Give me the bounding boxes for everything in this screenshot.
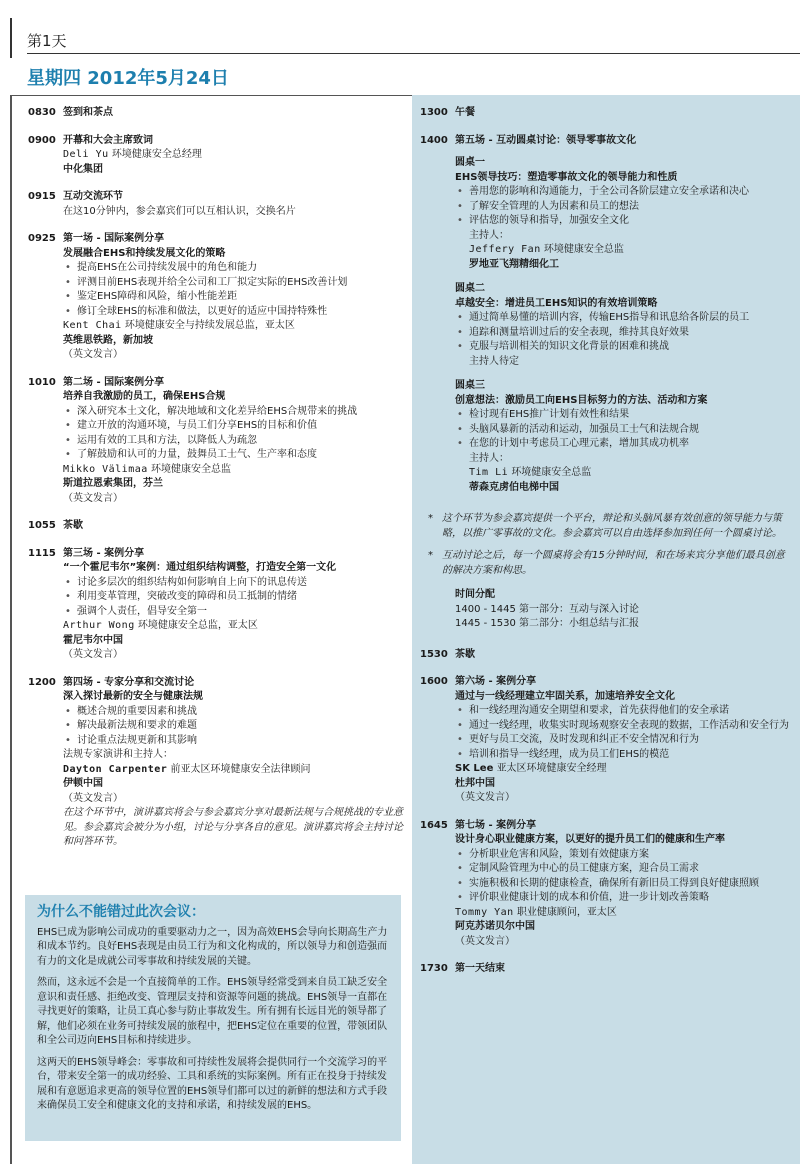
list-item: • 实施积极和长期的健康检查，确保所有新旧员工得到良好健康照顾 [455, 877, 792, 892]
why-attend-title: 为什么不能错过此次会议： [37, 904, 205, 920]
session-notes [420, 512, 792, 632]
time-allocation [420, 588, 792, 632]
list-item: • 善用您的影响和沟通能力，于全公司各阶层建立安全承诺和决心 [455, 185, 792, 200]
speaker-line [469, 243, 792, 258]
session-description: 在这10分钟内，参会嘉宾们可以互相认识，交换名片 [63, 205, 296, 217]
allocation-title: 时间分配 [455, 589, 495, 600]
session-time: 0830 [28, 107, 56, 118]
list-item: • 修订全球EHS的标准和做法，以更好的适应中国持特殊性 [63, 305, 403, 320]
session-time: 1115 [28, 547, 56, 559]
roundtable-subtitle: EHS领导技巧：塑造零事故文化的领导能力和性质 [455, 171, 678, 183]
speaker-name: Tim Li [469, 467, 509, 478]
list-item: • 讨论重点法规更新和其影响 [63, 734, 403, 749]
session-0900 [28, 134, 403, 178]
session-time: 1730 [420, 963, 448, 974]
allocation-item: 1445 - 1530 第二部分：小组总结与汇报 [455, 618, 640, 629]
speaker-name: Dayton Carpenter [63, 763, 168, 775]
language-note: （英文发言） [63, 492, 123, 504]
speaker-line [63, 463, 403, 478]
session-subtitle: 培养自我激励的员工，确保EHS合规 [63, 391, 226, 402]
host-label: 主持人： [469, 229, 509, 241]
session-0925 [28, 232, 403, 363]
list-item: • 建立开放的沟通环境，与员工们分享EHS的目标和价值 [63, 419, 403, 434]
list-item: • 提高EHS在公司持续发展中的角色和能力 [63, 261, 403, 276]
speaker-role: 环境健康安全总经理 [111, 149, 202, 160]
bullet-list [455, 311, 792, 355]
why-paragraph: EHS已成为影响公司成功的重要驱动力之一，因为高效EHS会导向长期高生产力和成本节约。良好EHS表现是由员工行为和文化构成的，所以领导力和创造强而有力的文化是成就公司零事故和持续发展的关键。 [37, 926, 388, 967]
session-0915 [28, 190, 403, 219]
language-note: （英文发言） [63, 792, 123, 804]
roundtable-3 [455, 379, 792, 495]
list-item: • 深入研究本土文化，解决地域和文化差异给EHS合规带来的挑战 [63, 405, 403, 420]
list-item: • 通过一线经理，收集实时现场观察安全表现的数据，工作活动和安全行为 [455, 719, 792, 734]
session-1055 [28, 519, 403, 534]
session-title: 第二场 - 国际案例分享 [63, 376, 165, 388]
session-1645 [420, 819, 792, 950]
speaker-org: 罗地亚飞翔精细化工 [469, 258, 559, 270]
list-item: • 克服与培训相关的知识文化背景的困难和挑战 [455, 340, 792, 355]
speaker-org: 中化集团 [63, 163, 103, 175]
session-subtitle: 设计身心职业健康方案，以更好的提升员工们的健康和生产率 [455, 834, 725, 845]
host-block [455, 452, 792, 496]
session-title: 茶歇 [455, 648, 475, 660]
speaker-name: SK Lee [455, 763, 494, 774]
why-paragraph: 然而，这永远不会是一个直接简单的工作。EHS领导经常受到来自员工缺乏安全意识和责任感、拒绝改变、管理层支持和资源等问题的挑战。EHS领导一直都在寻找更好的策略，让员工真心参与防止事故发生。所有拥有长远目光的领导都了解，他们必须在业务可持续发展的旅程中，把EHS定位在重要的位置，带领团队和全公司迈向EHS目标和持续进步。 [37, 977, 388, 1046]
session-title: 第一场 - 国际案例分享 [63, 233, 165, 244]
session-time: 1300 [420, 107, 448, 118]
list-item: • 分析职业危害和风险，策划有效健康方案 [455, 848, 792, 863]
speaker-role: 环境健康安全总监 [150, 463, 231, 475]
date-heading: 星期四 2012年5月24日 [27, 68, 229, 89]
session-title: 茶歇 [63, 520, 83, 531]
session-subtitle: “一个霍尼韦尔”案例：通过组织结构调整，打造安全第一文化 [63, 562, 337, 573]
list-item: • 运用有效的工具和方法，以降低人为疏忽 [63, 434, 403, 449]
roundtable-name: 圆桌二 [455, 283, 485, 294]
speaker-org: 伊顿中国 [63, 778, 103, 789]
bullet-list [63, 405, 403, 463]
asterisk-icon: * [428, 513, 433, 524]
host-line: 法规专家演讲和主持人： [63, 749, 173, 760]
roundtable-subtitle: 创意想法：激励员工向EHS目标努力的方法、活动和方案 [455, 394, 708, 406]
session-title: 第七场 - 案例分享 [455, 819, 537, 831]
list-item: • 概述合规的重要因素和挑战 [63, 705, 403, 720]
roundtable-2 [455, 282, 792, 369]
roundtable-1 [455, 156, 792, 272]
list-item: • 评测目前EHS表现并给全公司和工厂拟定实际的EHS改善计划 [63, 276, 403, 291]
session-time: 0900 [28, 134, 56, 146]
asterisk-icon: * [428, 550, 433, 561]
session-time: 1010 [28, 376, 56, 388]
session-title: 第三场 - 案例分享 [63, 547, 145, 559]
session-1530 [420, 648, 792, 663]
day-label: 第1天 [27, 32, 67, 50]
session-1300 [420, 106, 792, 121]
speaker-role: 环境健康安全总监，亚太区 [137, 620, 258, 631]
list-item: • 和一线经理沟通安全期望和要求，首先获得他们的安全承诺 [455, 704, 792, 719]
speaker-org: 霍尼韦尔中国 [63, 634, 123, 646]
session-title: 签到和茶点 [63, 107, 113, 118]
left-agenda-column [28, 106, 403, 863]
speaker-name: Tommy Yan [455, 906, 514, 918]
session-subtitle: 通过与一线经理建立牢固关系，加速培养安全文化 [455, 690, 675, 702]
speaker-name: Arthur Wong [63, 620, 135, 631]
why-attend-box [25, 895, 401, 1141]
session-title: 第四场 - 专家分享和交流讨论 [63, 676, 195, 688]
session-1400 [420, 134, 792, 506]
note-text: 这个环节为参会嘉宾提供一个平台，辩论和头脑风暴有效创意的领导能力与策略，以推广零事故的文化。参会嘉宾可以自由选择参加到任何一个圆桌讨论。 [442, 513, 782, 539]
session-title: 互动交流环节 [63, 191, 123, 202]
list-item: • 了解鼓励和认可的力量，鼓舞员工士气、生产率和态度 [63, 448, 403, 463]
session-title: 第一天结束 [455, 963, 505, 974]
list-item: • 检讨现有EHS推广计划有效性和结果 [455, 408, 792, 423]
bullet-list [63, 705, 403, 749]
header-divider [27, 53, 800, 54]
session-note: 在这个环节中，演讲嘉宾将会与参会嘉宾分享对最新法规与合规挑战的专业意见。参会嘉宾会被分为小组，讨论与分享各自的意见。演讲嘉宾将会主持讨论和问答环节。 [63, 807, 403, 847]
session-1600 [420, 675, 792, 806]
list-item: • 解决最新法规和要求的难题 [63, 719, 403, 734]
why-paragraph: 这两天的EHS领导峰会：零事故和可持续性发展将会提供同行一个交流学习的平台，带来安全第一的成功经验、工具和系统的实际案例。所有正在投身于持续发展和有意愿追求更高的领导位置的EHS领导们都可以过的新鲜的想法和方式手段来确保员工安全和健康文化的支持和承诺，和持续发展的EHS。 [37, 1056, 388, 1111]
speaker-role: 环境健康安全总监 [543, 244, 624, 255]
bullet-list [455, 704, 792, 762]
session-1730 [420, 962, 792, 977]
session-1010 [28, 376, 403, 507]
list-item: • 头脑风暴新的活动和运动，加强员工士气和法规合规 [455, 423, 792, 438]
host-label: 主持人： [469, 452, 509, 464]
list-item: • 更好与员工交流，及时发现和纠正不安全情况和行为 [455, 733, 792, 748]
session-time: 1055 [28, 520, 56, 531]
list-item: • 了解安全管理的人为因素和员工的想法 [455, 200, 792, 215]
speaker-line [455, 906, 792, 921]
speaker-line [455, 762, 792, 777]
speaker-name: Mikko Välimaa [63, 463, 148, 475]
session-title: 第五场 - 互动圆桌讨论：领导零事故文化 [455, 134, 637, 146]
allocation-item: 1400 - 1445 第一部分：互动与深入讨论 [455, 603, 640, 615]
note-item [420, 512, 792, 541]
bullet-list [455, 185, 792, 229]
session-title: 第六场 - 案例分享 [455, 676, 537, 687]
session-time: 1600 [420, 676, 448, 687]
list-item: • 培训和指导一线经理，成为员工们EHS的模范 [455, 748, 792, 763]
session-title: 开幕和大会主席致词 [63, 134, 153, 146]
speaker-line [63, 148, 403, 163]
session-time: 1645 [420, 819, 448, 831]
host-block [455, 229, 792, 273]
bullet-list [455, 848, 792, 906]
list-item: • 评估您的领导和指导，加强安全文化 [455, 214, 792, 229]
bullet-list [455, 408, 792, 452]
language-note: （英文发言） [63, 349, 123, 360]
list-item: • 定制风险管理为中心的员工健康方案，迎合员工需求 [455, 862, 792, 877]
language-note: （英文发言） [455, 935, 515, 947]
left-margin-line [10, 95, 12, 1164]
list-item: • 追踪和测量培训过后的安全表现，维持其良好效果 [455, 326, 792, 341]
list-item: • 利用变革管理，突破改变的障碍和员工抵制的情绪 [63, 590, 403, 605]
session-time: 1400 [420, 134, 448, 146]
speaker-name: Jeffery Fan [469, 244, 541, 255]
note-item [420, 549, 792, 578]
list-item: • 在您的计划中考虑员工心理元素，增加其成功机率 [455, 437, 792, 452]
speaker-org: 杜邦中国 [455, 777, 495, 789]
speaker-role: 亚太区环境健康安全经理 [496, 763, 607, 774]
left-top-divider [10, 95, 412, 96]
host-label: 主持人待定 [469, 355, 519, 367]
note-text: 互动讨论之后，每一个圆桌将会有15分钟时间，和在场来宾分享他们最具创意的解决方案和构思。 [442, 550, 785, 576]
roundtable-name: 圆桌三 [455, 380, 485, 391]
bullet-list [63, 576, 403, 620]
session-subtitle: 发展融合EHS和持续发展文化的策略 [63, 247, 226, 259]
session-1200 [28, 676, 403, 850]
speaker-name: Kent Chai [63, 320, 122, 331]
list-item: • 强调个人责任，倡导安全第一 [63, 605, 403, 620]
speaker-line [63, 319, 403, 334]
bullet-list [63, 261, 403, 319]
session-1115 [28, 547, 403, 663]
list-item: • 评价职业健康计划的成本和价值，进一步计划改善策略 [455, 891, 792, 906]
session-title: 午餐 [455, 107, 475, 118]
session-time: 1200 [28, 676, 56, 688]
speaker-line [63, 763, 403, 778]
session-time: 0925 [28, 233, 56, 244]
session-0830 [28, 106, 403, 121]
speaker-name: Deli Yu [63, 149, 109, 160]
speaker-org: 英维思铁路，新加坡 [63, 334, 153, 346]
roundtable-name: 圆桌一 [455, 157, 485, 168]
list-item: • 鉴定EHS障碍和风险，缩小性能差距 [63, 290, 403, 305]
right-agenda-column [420, 106, 792, 990]
speaker-role: 前亚太区环境健康安全法律顾问 [170, 763, 311, 775]
speaker-line [469, 466, 792, 481]
language-note: （英文发言） [455, 792, 515, 803]
language-note: （英文发言） [63, 649, 123, 660]
speaker-org: 斯道拉恩索集团，芬兰 [63, 478, 163, 489]
speaker-role: 环境健康安全总监 [511, 467, 592, 478]
speaker-org: 阿克苏诺贝尔中国 [455, 921, 535, 932]
header-corner-line [10, 18, 12, 58]
list-item: • 讨论多层次的组织结构如何影响自上向下的讯息传送 [63, 576, 403, 591]
list-item: • 通过简单易懂的培训内容，传输EHS指导和讯息给各阶层的员工 [455, 311, 792, 326]
roundtable-subtitle: 卓越安全：增进员工EHS知识的有效培训策略 [455, 297, 658, 309]
session-time: 0915 [28, 191, 56, 202]
session-subtitle: 深入探讨最新的安全与健康法规 [63, 691, 203, 702]
speaker-org: 蒂森克虏伯电梯中国 [469, 481, 559, 493]
speaker-role: 职业健康顾问，亚太区 [516, 906, 617, 918]
speaker-line [63, 619, 403, 634]
speaker-role: 环境健康安全与持续发展总监，亚太区 [124, 320, 295, 331]
session-time: 1530 [420, 648, 448, 660]
